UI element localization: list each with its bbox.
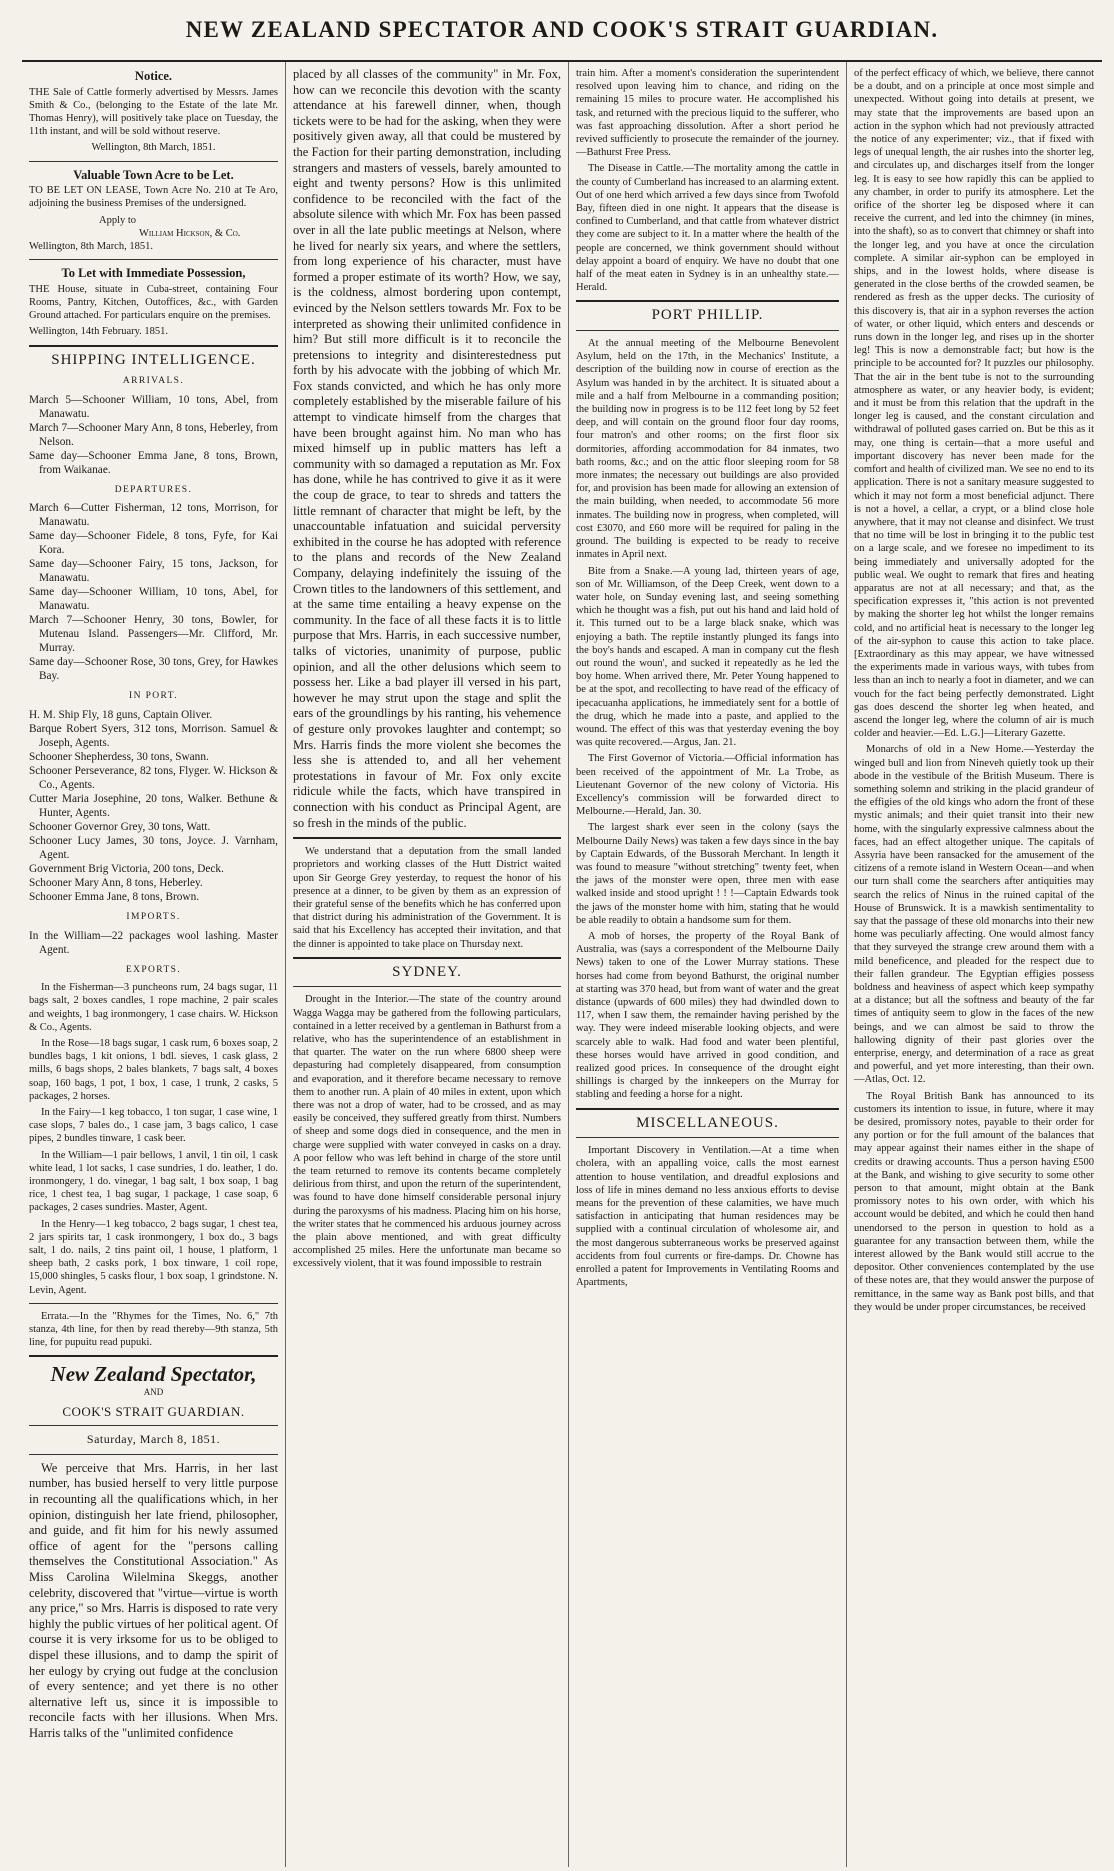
masthead-title: NEW ZEALAND SPECTATOR AND COOK'S STRAIT GUARDIAN.	[185, 17, 939, 42]
departures-list	[29, 501, 278, 683]
acre-date: Wellington, 8th March, 1851.	[29, 241, 153, 253]
list-item: Schooner Lucy James, 30 tons, Joyce. J. Varnham, Agent.	[29, 835, 278, 861]
sydney-title: SYDNEY.	[392, 963, 462, 980]
list-item: Schooner Governor Grey, 30 tons, Watt.	[29, 821, 211, 833]
imports-text: In the William—22 packages wool lashing. Master Agent.	[29, 929, 278, 956]
let-title: To Let with Immediate Possession,	[61, 266, 246, 281]
list-item: Same day—Schooner Fidele, 8 tons, Fyfe, for Kai Kora.	[29, 530, 278, 557]
list-item: In the William—1 pair bellows, 1 anvil, 1 tin oil, 1 cask white lead, 1 lot sacks, 1 case sundries, 1 do. leather, 1 do. ironmongery, 1 do. vinegar, 1 bag salt, 1 box soap, 1 bag rice, 1 chest tea, 1 bag sugar, 1 package, 1 case soap, 6 packages, 2 cases sundries. Master, Agent.	[29, 1149, 278, 1214]
list-item: Same day—Schooner Fairy, 15 tons, Jackson, for Manawatu.	[29, 558, 278, 585]
column-3	[568, 62, 846, 1867]
list-item: March 7—Schooner Mary Ann, 8 tons, Heberley, from Nelson.	[29, 421, 278, 448]
asylum-text: At the annual meeting of the Melbourne Benevolent Asylum, held on the 17th, in the Mechanics' Institute, a description of the building now in course of erection as the Asylum was handed in by the architect. It is situated about a mile and a half from Melbourne in a commanding position; the building now in progress is to be 112 feet long by 52 feet deep, and will contain on the ground floor four day rooms, four matron's and other rooms; on the first floor six dormitories, affording accommodation for 84 inmates, two bath rooms, &c.; and on the attic floor sleeping room for 58 more inmates; the necessary out buildings are also provided for, and provision has been made for allowing an extension of the main building, when needed, to accommodate 56 more inmates. The building now in progress, when completed, will cost £3070, and £60 more will be required for paling in the ground. The building is expected to be ready to receive inmates in April next.	[576, 338, 839, 561]
let-body: THE House, situate in Cuba-street, containing Four Rooms, Pantry, Kitchen, Outoffices, &c., with Garden Ground attached. For particulars enquire on the premises.	[29, 283, 278, 322]
bank-text: The Royal British Bank has announced to its customers its intention to issue, in future, where it may be desired, promissory notes, payable to their order for any portion or for the full amount of the balances that may appear against their names either in the shape of credits or drawing accounts. Thus a person having £500 at the Bank, and wishing to give security to some other person to that amount, might obtain at the Bank promissory notes to his own order, with which his account would be debited, and which he could then hand unendorsed to the person in question to hold as a guarantee for any transaction between them, while the interest allowed by the Bank would still accrue to the depositor. Other conveniences contemplated by the use of these notes are, that they would answer the purpose of remittance, in the same way as Bank post bills, and that they would be under proper circumstances, be received	[854, 1090, 1094, 1313]
list-item: March 6—Cutter Fisherman, 12 tons, Morrison, for Manawatu.	[29, 502, 278, 529]
list-item: In the Henry—1 keg tobacco, 2 bags sugar, 1 chest tea, 2 jars spirits tar, 1 cask ironmongery, 1 box do., 3 bags salt, 1 do. nails, 2 tins paint oil, 1 house, 1 platform, 1 sheep bath, 2 casks pork, 1 box tinware, 1 coil rope, 15,000 shingles, 5 casks flour, 1 box soap, 1 grindstone. N. Levin, Agent.	[29, 1218, 278, 1296]
issue-date: Saturday, March 8, 1851.	[86, 1432, 221, 1447]
errata: Errata.—In the "Rhymes for the Times, No. 6," 7th stanza, 4th line, for then by read thereby—9th stanza, 5th line, for pupuitu read pupuki.	[29, 1310, 278, 1349]
paper-and: AND	[143, 1387, 164, 1398]
notice-title: Notice.	[134, 69, 173, 83]
notice-body: THE Sale of Cattle formerly advertised by Messrs. James Smith & Co., (belonging to the Estate of the late Mr. Thomas Henry), will positively take place on Tuesday, the 11th instant, and will be sold without reserve.	[29, 86, 278, 138]
exports-list	[29, 981, 278, 1297]
let-date: Wellington, 14th February. 1851.	[29, 326, 169, 338]
list-item: Cutter Maria Josephine, 20 tons, Walker. Bethune & Hunter, Agents.	[29, 793, 278, 819]
departures-heading: DEPARTURES.	[114, 484, 193, 495]
list-item: Government Brig Victoria, 200 tons, Deck.	[29, 863, 224, 875]
list-item: Schooner Mary Ann, 8 tons, Heberley.	[29, 877, 203, 889]
inport-list	[29, 708, 278, 904]
cattle-disease-text: The Disease in Cattle.—The mortality among the cattle in the county of Cumberland has increased to an alarming extent. Out of one herd which arrived a few days since from Twofold Bay, fifteen died in one night. It appears that the disease is confined to Cumberland, and that cattle from whatever district they come are subject to it. In a matter where the health of the people are concerned, we think government should without delay appoint a board of enquiry. We have no doubt that one half of the meat eaten in Sydney is in an unhealthy state.—Herald.	[576, 163, 839, 294]
columns	[22, 62, 1102, 1867]
list-item: In the Fisherman—3 puncheons rum, 24 bags sugar, 11 bags salt, 2 boxes candles, 1 rope machine, 2 pair scales and weights, 1 bag ironmongery, 1 case chairs. W. Hickson & Co., Agents.	[29, 982, 278, 1033]
sydney-continued: train him. After a moment's consideration the superintendent resolved upon leaving him to chance, and riding on the remaining 15 miles to procure water. He accomplished his task, and returned with the precious liquid to the sufferer, who was fast approaching dissolution. After a short period he revived sufficiently to prosecute the remainder of the journey.—Bathurst Free Press.	[576, 68, 839, 159]
list-item: March 5—Schooner William, 10 tons, Abel, from Manawatu.	[29, 393, 278, 420]
monarchs-text: Monarchs of old in a New Home.—Yesterday the winged bull and lion from Nineveh quietly took up their abode in the vestibule of the British Museum. There is something solemn and striking in the placid grandeur of the effigies of the old kings who adorn the front of these mystic animals; and their quiet transit into their new home, with the singularly expressive calmness about the faces, had an effect altogether unique. The capitals of Assyria have been ransacked for the amusement of the citizens of a remote island in Western Ocean—and when our turn shall come the searchers after antiquities may search the relics of Ninus in the ruined capital of the House of Brunswick. It is a mawkish sentimentality to say that the passage of these old monarchs into their new home was peculiarly affecting. One would almost fancy that they surveyed the strange crew around them with a mild beneficence, and pleaded for the respect due to their fallen grandeur. The Egyptian effigies possess boldness and heaviness of aspect which keep sympathy at a distance; but all the softness and beauty of the far times of antiquity seem to glow in the faces of the new beings, and we can almost be said to throw the hallowing dignity of their past glories over the enterprise, energy, and determination of a race as great and powerful, and yet more interesting, than their own.—Atlas, Oct. 12.	[854, 744, 1094, 1086]
arrivals-list	[29, 393, 278, 477]
list-item: Schooner Perseverance, 82 tons, Flyger. W. Hickson & Co., Agents.	[29, 765, 278, 791]
column-4	[846, 62, 1101, 1867]
shipping-title: SHIPPING INTELLIGENCE.	[51, 351, 256, 368]
acre-name: William Hickson, & Co.	[139, 227, 241, 239]
list-item: March 7—Schooner Henry, 30 tons, Bowler, for Mutenau Island. Passengers—Mr. Clifford, Mr. Murray.	[29, 614, 278, 655]
list-item: Same day—Schooner William, 10 tons, Abel, for Manawatu.	[29, 586, 278, 613]
miscellaneous-title: MISCELLANEOUS.	[636, 1114, 779, 1131]
deputation-text: We understand that a deputation from the small landed proprietors and working classes of the Hutt District waited upon Sir George Grey yesterday, to request the honor of his presence at a dinner, to be given by them as an expression of their grateful sense of the benefits which he has conferred upon that district during his administration of the Government. It is said that his Excellency has accepted their invitation, and that the dinner is appointed to take place on Thursday next.	[293, 846, 561, 950]
snake-text: Bite from a Snake.—A young lad, thirteen years of age, son of Mr. Williamson, of the Deep Creek, went down to a water hole, on Sunday evening last, and seeing something which he thought was a fish, put out his hand and laid hold of it. This turned out to be a large black snake, which was enjoying a bath. The reptile instantly plunged its fangs into the boy's hands and escaped. A man in company cut the flesh out round the woun', and sucked it repeatedly as he led the boy home. When arrived there, Mr. Peter Young happened to be at the spot, and recollecting to have read of the efficacy of ipecacuanha applications, he immediately sent for a bottle of the drug, which he made into a paste, and applied to the wound. The effect of this was that yesterday evening the boy was quite recovered.—Argus, Jan. 21.	[576, 565, 839, 749]
shark-text: The largest shark ever seen in the colony (says the Melbourne Daily News) was taken a few days since in the bay by Captain Edwards, of the Bussorah Merchant. In length it was found to measure "without stretching" twenty feet, when the jaws of the monster were open, three men with ease walked inside and stood upright ! ! !—Captain Edwards took the jaws of the monster home with him, stating that he would be able readily to obtain a handsome sum for them.	[576, 822, 839, 926]
horses-text: A mob of horses, the property of the Royal Bank of Australia, was (says a correspondent of the Melbourne Daily News) taken to one of the Lower Murray stations. These horses had come from beyond Bathurst, the original number at starting was 370 head, but from want of water and the great distance (upwards of 600 miles) they had dwindled down to 117, when I saw them, the remainder having perished by the way. They were indeed miserable looking objects, and were scarcely able to walk. Had food and water been plentiful, these horses would have arrived in good condition, and realized good prices. In consequence of the drought eight shillings is charged by the innkeepers on the Murray for stabling and feeding a horse for a night.	[576, 930, 839, 1101]
port-phillip-title: PORT PHILLIP.	[651, 307, 764, 324]
list-item: Schooner Emma Jane, 8 tons, Brown.	[29, 891, 200, 903]
imports-heading: IMPORTS.	[126, 912, 181, 922]
list-item: In the Rose—18 bags sugar, 1 cask rum, 6 boxes soap, 2 bundles bags, 1 kit onions, 1 bdl. sieves, 1 cask glass, 2 mills, 6 bags shops, 2 bales blankets, 7 bags salt, 4 boxes soap, 160 bags, 1 pot, 1 box, 1 case, 1 trunk, 2 casks, 5 packages, 2 horses.	[29, 1038, 278, 1102]
governor-text: The First Governor of Victoria.—Official information has been received of the appointment of Mr. La Trobe, as Lieutenant Governor of the new colony of Victoria. His Excellency's commission will be forwarded direct to Melbourne.—Herald, Jan. 30.	[576, 753, 839, 818]
exports-heading: EXPORTS.	[125, 964, 182, 975]
paper-name: New Zealand Spectator,	[50, 1362, 257, 1387]
sydney-text: Drought in the Interior.—The state of the country around Wagga Wagga may be gathered from the following particulars, contained in a letter received by a gentleman in Bathurst from a relative, who has the superintendence of an establishment in that quarter. The water on the run where 6800 sheep were depasturing had completely disappeared, from consumption and evaporation, and it therefore became necessary to remove them to another run. A plain of 40 miles in extent, upon which there was not a drop of water, had to be crossed, and as may easily be conceived, they suffered greatly from thirst. Numbers of sheep and some dogs died in consequence, and the men in charge were supplied with water conveyed in casks on a dray. A poor fellow who was left behind in charge of the store until the team returned to remove its contents became completely delirious from thirst, and upon the return of the superintendent, was found to have done himself considerable personal injury during the paroxysms of his madness. Placing him on his horse, the writer states that he commenced his arduous journey across the plain above mentioned, and with great difficulty accomplished 25 miles. Here the unfortunate man became so excessively violent, that it was found impossible to restrain	[293, 994, 561, 1270]
list-item: Same day—Schooner Rose, 30 tons, Grey, for Hawkes Bay.	[29, 656, 278, 683]
list-item: Same day—Schooner Emma Jane, 8 tons, Brown, from Waikanae.	[29, 449, 278, 476]
list-item: In the Fairy—1 keg tobacco, 1 ton sugar, 1 case wine, 1 case slops, 7 bales do., 1 case jam, 3 bags calico, 1 case pipes, 2 bundles tinware, 1 cask beer.	[29, 1107, 278, 1145]
editorial-continued: placed by all classes of the community" in Mr. Fox, how can we reconcile this devotion with the scanty attendance at his farewell dinner, when, though tickets were to be had for the asking, when they were positively given away, all that could be mustered by the Faction for their parting demonstration, including strangers and masters of vessels, barely amounted to eight and twenty persons? How is this unlimited confidence to be reconciled with the fact of the absolute silence with which Mr. Fox has been passed over in all the late public meetings at Nelson, where he lived for nearly six years, and where the settlers, from long experience of his character, must have formed a proper estimate of its worth? How, we say, is the coldness, almost bordering upon contempt, evinced by the Nelson settlers towards Mr. Fox to be interpreted as showing their unlimited confidence in him? But still more difficult is it to reconcile the pretensions to integrity and disinterestedness put forth by his advocate with the jobbing of which Mr. Fox stands convicted, and which he has only more completely established by the miserable failure of his attempt to vindicate himself from the charges that have been brought against him. No man who has mixed himself up in public matters has left a community with so damaged a reputation as Mr. Fox has done, while he has contrived to give it as it were the coup de grace, to tear to shreds and tatters the little remnant of character that might be left, by the unaccountable infatuation and suicidal perversity exhibited in the course he has adopted with reference to the plans and records of the New Zealand Company, delaying indefinitely the issuing of the Crown titles to the landowners of this settlement, and at the same time entailing a heavy expense on the community. In the face of all these facts it is to little purpose that Mrs. Harris, in each successive number, talks of victories, unanimity of purpose, public opinion, and all the other delusions which seem to possess her. Like a bad player ill versed in his part, however he may strut upon the stage and split the ears of the groundlings by his ranting, his vehemence of gesture only provokes laughter and contempt; so Mrs. Harris finds the more violent she becomes the less she is attended to, and all her vehement protestations in favour of Mr. Fox only excite ridicule while the facts, which have transpired in connection with his conduct as Principal Agent, are so fresh in the minds of the public.	[293, 67, 561, 830]
ventilation-text: Important Discovery in Ventilation.—At a time when cholera, with an appalling voice, calls the most earnest attention to house ventilation, and dreadful explosions and loss of life in mines demand no less anxious efforts to devise means for the prevention of these calamities, we have much satisfaction in anticipating that human residences may be supplied with a continual circulation of wholesome air, and the most dangerous subterraneous works be preserved against accidents from foul currents or fire-damps. Dr. Chowne has enrolled a patent for Improvements in Ventilating Rooms and Apartments,	[576, 1145, 839, 1289]
list-item: H. M. Ship Fly, 18 guns, Captain Oliver.	[29, 709, 213, 721]
editorial-text: We perceive that Mrs. Harris, in her last number, has busied herself to very little purpose in recounting all the qualifications which, in her opinion, distinguish her late friend, philosopher, and guide, and fit him for his newly assumed office of agent for the "persons calling themselves the Constitutional Association." As Miss Carolina Wilelmina Skeggs, another celebrity, discovered that "virtue—virtue is worth any price," so Mrs. Harris is disposed to rate very highly the public virtues of her political agent. Of course it is very irksome for us to be obliged to dispel these illusions, and to damp the spirit of her eulogy by crying out fudge at the conclusion of every sentence; and yet there is no other alternative left us, since it is impossible to reconcile facts with her illusions. When Mrs. Harris talks of the "unlimited confidence	[29, 1460, 278, 1740]
masthead	[22, 0, 1102, 62]
column-1	[22, 62, 285, 1867]
notice-signature: Wellington, 8th March, 1851.	[91, 142, 216, 154]
acre-body: TO BE LET ON LEASE, Town Acre No. 210 at Te Aro, adjoining the business Premises of the undersigned.	[29, 185, 278, 210]
inport-heading: IN PORT.	[129, 691, 178, 702]
column-2	[285, 62, 568, 1867]
arrivals-heading: ARRIVALS.	[122, 376, 185, 387]
acre-apply: Apply to	[99, 214, 137, 226]
ventilation-continued: of the perfect efficacy of which, we believe, there cannot be a doubt, and on a principle at once most simple and unexpected. Without going into details at present, we may state that the improvements are based upon an action in the syphon which had not previously attracted the notice of any experimenter; viz., that if fixed with legs of unequal length, the air rushes into the shorter leg, and circulates up, and discharges itself from the longer leg. It is easy to see how rapidly this can be applied to any chamber, in order to purify its atmosphere. Let the orifice of the shorter leg be disposed where it can receive the current, and led into the chimney (in mines, into the shaft), so as to convert that chimney or shaft into the longer leg, and you have at once the circulation complete. A similar air-syphon can be employed in ships, and in the lowest holds, where disease is generated in the close berths of the crowded seamen, be rendered as fresh as the upper decks. The curiosity of this discovery is, that air in a syphon reverses the action of water, or other liquid, which enters and descends or runs down in the longer leg, and rises up in the shorter leg! This is now a demonstrable fact; but how is the principle to be accounted for? It puzzles our philosophy. That the air in the bent tube is not to the surrounding atmosphere as water, or any heavier body, is evident; and it must be from this relation that the updraft in the longer leg is caused, and the constant circulation and withdrawal of polluted gases carried on. But be this as it may, one thing is certain—that a more useful and important discovery has never been made for the comfort and health of civilized man. We see no end to its application. There is not a sanitary measure suggested to which it may not form a most beneficial adjunct. There is not a hovel, a cellar, a crypt, or a blind close hole anywhere, that it may not cleanse and disinfect. We trust that no time will be lost in bringing it to the public test on a large scale, and we foresee no impediment to its being immediately and universally adopted for the public weal. We ought to remark that fires and heating apparatus are not at all necessary; and that, as the specification expresses it, "this action is not prevented by making the shorter leg hot whilst the longer remains cold, and no artificial heat is necessary to the longer leg of the air-syphon to cause this action to take place. [Extraordinary as this may appear, we have witnessed the experiments made in various ways, with tubes from less than an inch to nearly a foot in diameter, and we can vouch for the fact being perfectly demonstrated. Light gas does descend the shorter leg when heated, and ascend the longer leg, where the column of air is much colder and heavier.—Ed. L.G.]—Literary Gazette.	[854, 68, 1094, 740]
acre-title: Valuable Town Acre to be Let.	[73, 167, 234, 182]
list-item: Schooner Shepherdess, 30 tons, Swann.	[29, 751, 209, 763]
paper-subtitle: COOK'S STRAIT GUARDIAN.	[62, 1403, 245, 1419]
list-item: Barque Robert Syers, 312 tons, Morrison. Samuel & Joseph, Agents.	[29, 723, 278, 749]
